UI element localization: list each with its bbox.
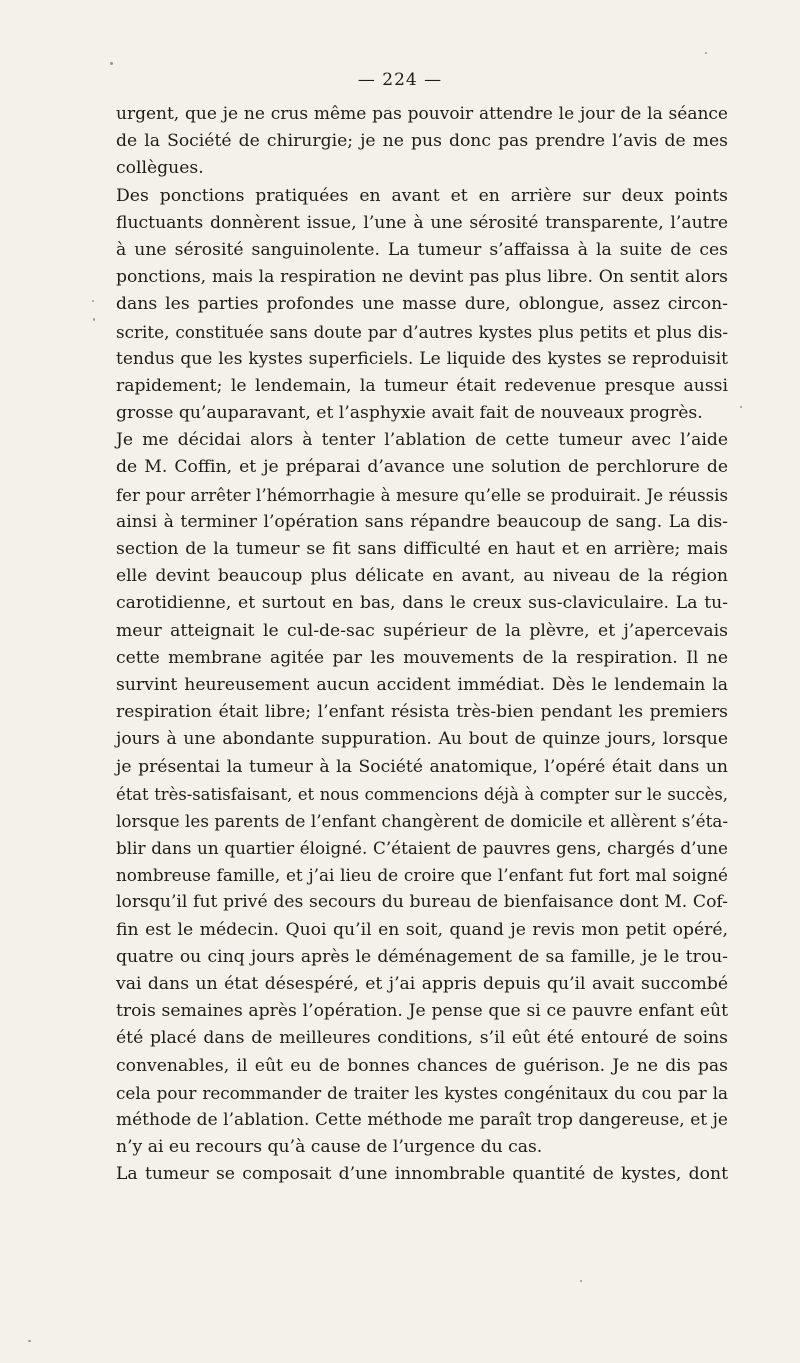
text-line: état très-satisfaisant, et nous commencions déjà à compter sur le succès, bbox=[116, 784, 728, 804]
text-line: rapidement; le lendemain, la tumeur était redevenue presque aussi bbox=[116, 375, 728, 396]
paper-speck bbox=[110, 62, 113, 65]
text-line: de M. Coffin, et je préparai d’avance une solution de perchlorure de bbox=[116, 457, 728, 478]
text-line: respiration était libre; l’enfant résista très-bien pendant les premiers bbox=[116, 702, 728, 723]
text-line: fluctuants donnèrent issue, l’une à une sérosité transparente, l’autre bbox=[116, 212, 728, 233]
text-line: quatre ou cinq jours après le déménagement de sa famille, je le trou- bbox=[116, 946, 728, 967]
paper-speck bbox=[92, 300, 94, 302]
text-line: fer pour arrêter l’hémorrhagie à mesure qu’elle se produirait. Je réussis bbox=[116, 485, 728, 505]
paper-speck bbox=[740, 406, 742, 408]
paper-speck bbox=[705, 52, 707, 54]
text-line: fin est le médecin. Quoi qu’il en soit, quand je revis mon petit opéré, bbox=[116, 919, 728, 940]
text-line: cela pour recommander de traiter les kystes congénitaux du cou par la bbox=[116, 1082, 728, 1103]
text-line: blir dans un quartier éloigné. C’étaient de pauvres gens, chargés d’une bbox=[116, 838, 728, 859]
text-line: vai dans un état désespéré, et j’ai appris depuis qu’il avait succombé bbox=[116, 974, 728, 994]
text-line: Des ponctions pratiquées en avant et en arrière sur deux points bbox=[116, 185, 728, 206]
text-line: elle devint beaucoup plus délicate en avant, au niveau de la région bbox=[116, 566, 728, 587]
text-line: survint heureusement aucun accident immédiat. Dès le lendemain la bbox=[116, 674, 728, 695]
page-number: — 224 — bbox=[357, 70, 443, 90]
text-line: scrite, constituée sans doute par d’autres kystes plus petits et plus dis- bbox=[116, 321, 728, 342]
paper-speck bbox=[28, 1340, 31, 1342]
text-line: jours à une abondante suppuration. Au bout de quinze jours, lorsque bbox=[116, 729, 728, 750]
paper-speck bbox=[93, 318, 95, 321]
text-line: été placé dans de meilleures conditions, s’il eût été entouré de soins bbox=[116, 1028, 728, 1049]
text-line: lorsque les parents de l’enfant changèrent de domicile et allèrent s’éta- bbox=[116, 810, 728, 831]
text-line: ainsi à terminer l’opération sans répandre beaucoup de sang. La dis- bbox=[116, 511, 728, 532]
text-line: grosse qu’auparavant, et l’asphyxie avait fait de nouveaux progrès. bbox=[116, 403, 703, 424]
text-line: de la Société de chirurgie; je ne pus donc pas prendre l’avis de mes bbox=[116, 131, 728, 152]
text-line: je présentai la tumeur à la Société anatomique, l’opéré était dans un bbox=[116, 756, 728, 777]
text-line: tendus que les kystes superficiels. Le liquide des kystes se reproduisit bbox=[116, 348, 728, 369]
text-line: cette membrane agitée par les mouvements de la respiration. Il ne bbox=[116, 647, 728, 668]
text-line: convenables, il eût eu de bonnes chances de guérison. Je ne dis pas bbox=[116, 1055, 728, 1076]
text-line: Je me décidai alors à tenter l’ablation de cette tumeur avec l’aide bbox=[116, 430, 728, 451]
text-line: meur atteignait le cul-de-sac supérieur de la plèvre, et j’apercevais bbox=[116, 620, 728, 641]
text-line: lorsqu’il fut privé des secours du bureau de bienfaisance dont M. Cof- bbox=[116, 892, 728, 913]
text-line: n’y ai eu recours qu’à cause de l’urgence du cas. bbox=[116, 1137, 543, 1158]
text-line: à une sérosité sanguinolente. La tumeur s’affaissa à la suite de ces bbox=[116, 239, 728, 260]
body-text bbox=[116, 101, 728, 1189]
text-line: trois semaines après l’opération. Je pense que si ce pauvre enfant eût bbox=[116, 1001, 728, 1022]
text-line: carotidienne, et surtout en bas, dans le creux sus-claviculaire. La tu- bbox=[116, 593, 728, 614]
text-line: nombreuse famille, et j’ai lieu de croire que l’enfant fut fort mal soigné bbox=[116, 865, 728, 886]
text-line: ponctions, mais la respiration ne devint pas plus libre. On sentit alors bbox=[116, 267, 728, 288]
text-line: section de la tumeur se fit sans difficulté en haut et en arrière; mais bbox=[116, 539, 728, 559]
text-line: collègues. bbox=[116, 158, 204, 179]
text-line: La tumeur se composait d’une innombrable quantité de kystes, dont bbox=[116, 1164, 728, 1185]
text-line: urgent, que je ne crus même pas pouvoir attendre le jour de la séance bbox=[116, 104, 728, 124]
text-line: méthode de l’ablation. Cette méthode me paraît trop dangereuse, et je bbox=[116, 1109, 728, 1130]
paper-speck bbox=[580, 1280, 582, 1282]
text-line: dans les parties profondes une masse dure, oblongue, assez circon- bbox=[116, 294, 728, 315]
